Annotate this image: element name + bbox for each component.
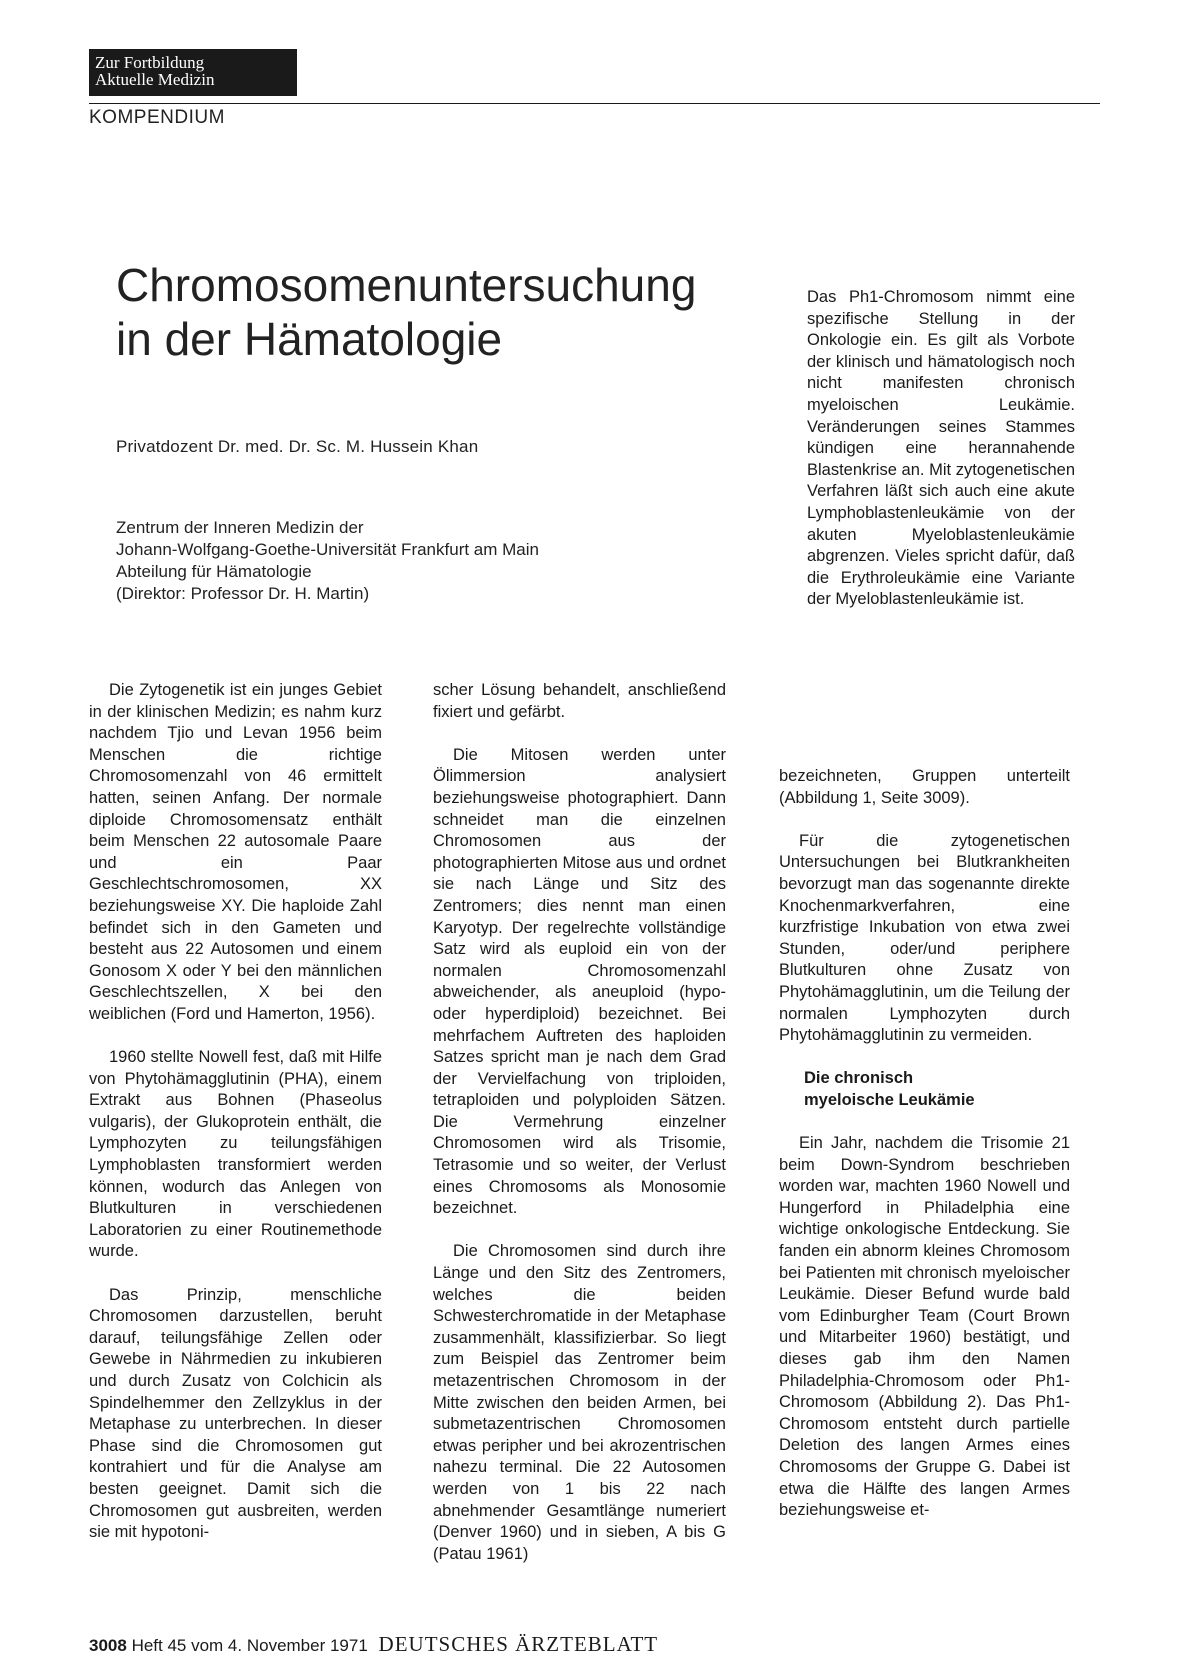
section-label: KOMPENDIUM: [89, 107, 225, 128]
paragraph: bezeichneten, Gruppen unterteilt (Abbildung 1, Seite 3009).: [779, 767, 1070, 807]
heading-line-1: Die chronisch: [804, 1069, 914, 1088]
paragraph: Die Chromosomen sind durch ihre Länge und den Sitz des Zentromers, welches die beiden Schwesterchromatide in der Metaphase zusammenhält, klassifizierbar. So liegt zum Beispiel das Zentromer beim metazentrischen Chromosom in der Mitte zwischen den beiden Armen, bei submetazentrischen Chromosomen etwas peripher und bei akrozentrischen nahezu terminal. Die 22 Autosomen werden von 1 bis 22 nach abnehmender Gesamtlänge numeriert (Denver 1960) und in sieben, A bis G (Patau 1961): [433, 1242, 726, 1563]
text-column-1: [89, 680, 382, 1565]
header-rule: [89, 103, 1100, 104]
affiliation-line: Zentrum der Inneren Medizin der: [116, 518, 364, 537]
page-number: 3008: [89, 1636, 127, 1655]
paragraph: 1960 stellte Nowell fest, daß mit Hilfe von Phytohämagglutinin (PHA), einem Extrakt aus Bohnen (Phaseolus vulgaris), der Glukoprotein enthält, die Lymphozyten zu teilungsfähigen Lymphoblasten transformiert werden können, wodurch das Anlegen von Blutkulturen in verschiedenen Laboratorien zu einer Routinemethode wurde.: [89, 1048, 382, 1261]
article-title: [116, 258, 716, 366]
journal-name: DEUTSCHES ÄRZTEBLATT: [378, 1632, 659, 1656]
summary-sidebar: [807, 287, 1075, 633]
paragraph: scher Lösung behandelt, anschließend fixiert und gefärbt.: [433, 681, 726, 721]
title-line-2: in der Hämatologie: [116, 313, 503, 365]
badge-line-1: Zur Fortbildung: [95, 53, 205, 72]
paragraph: Die Zytogenetik ist ein junges Gebiet in der klinischen Medizin; es nahm kurz nachdem Tjio und Levan 1956 beim Menschen die richtige Chromosomenzahl von 46 ermittelt hatten, seinen Anfang. Der normale diploide Chromosomensatz enthält beim Menschen 22 autosomale Paare und ein Paar Geschlechtschromosomen, XX beziehungsweise XY. Die haploide Zahl befindet sich in den Gameten und besteht aus 22 Autosomen und einem Gonosom X oder Y bei den männlichen Geschlechtszellen, X bei den weiblichen (Ford und Hamerton, 1956).: [89, 681, 382, 1023]
title-line-1: Chromosomenuntersuchung: [116, 259, 697, 311]
affiliation-line: Abteilung für Hämatologie: [116, 562, 312, 581]
page-footer: [89, 1632, 658, 1657]
issue-info: Heft 45 vom 4. November 1971: [131, 1636, 368, 1655]
section-heading: [779, 1068, 1070, 1111]
paragraph: Für die zytogenetischen Untersuchungen bei Blutkrankheiten bevorzugt man das sogenannte direkte Knochenmarkverfahren, eine kurzfristige Inkubation von etwa zwei Stunden, oder/und periphere Blutkulturen ohne Zusatz von Phytohämagglutinin, um die Teilung der normalen Lymphozyten durch Phytohämagglutinin zu vermeiden.: [779, 831, 1070, 1045]
department-badge: [89, 49, 297, 96]
badge-line-2: Aktuelle Medizin: [95, 70, 215, 89]
text-column-2: [433, 680, 726, 1587]
paragraph: Das Prinzip, menschliche Chromosomen darzustellen, beruht darauf, teilungsfähige Zellen oder Gewebe in Nährmedien zu inkubieren und durch Zusatz von Colchicin als Spindelhemmer den Zellzyklus in der Metaphase zu unterbrechen. In dieser Phase sind die Chromosomen gut kontrahiert und für die Analyse am besten geeignet. Damit sich die Chromosomen gut ausbreiten, werden sie mit hypotoni-: [89, 1285, 382, 1542]
text-column-3: [779, 766, 1070, 1543]
affiliation: [116, 517, 676, 605]
paragraph: Die Mitosen werden unter Ölimmersion analysiert beziehungsweise photographiert. Dann schneidet man die einzelnen Chromosomen aus der photographierten Mitose aus und ordnet sie nach Länge und Sitz des Zentromers; dies nennt man einen Karyotyp. Der regelrechte vollständige Satz wird als euploid ein von der normalen Chromosomenzahl abweichender, als aneuploid (hypo- oder hyperdiploid) bezeichnet. Bei mehrfachem Auftreten des haploiden Satzes spricht man je nach dem Grad der Vervielfachung von triploiden, tetraploiden und polyploiden Sätzen. Die Vermehrung einzelner Chromosomen wird als Trisomie, Tetrasomie und so weiter, der Verlust eines Chromosoms als Monosomie bezeichnet.: [433, 745, 726, 1218]
affiliation-line: (Direktor: Professor Dr. H. Martin): [116, 584, 370, 603]
affiliation-line: Johann-Wolfgang-Goethe-Universität Frankfurt am Main: [116, 540, 539, 559]
summary-text: Das Ph1-Chromosom nimmt eine spezifische Stellung in der Onkologie ein. Es gilt als Vorbote der klinisch und hämatologisch noch nicht manifesten chronisch myeloischen Leukämie. Veränderungen seines Stammes kündigen eine herannahende Blastenkrise an. Mit zytogenetischen Verfahren läßt sich auch eine akute Lymphoblastenleukämie von der akuten Myeloblastenleukämie abgrenzen. Vieles spricht dafür, daß die Erythroleukämie eine Variante der Myeloblastenleukämie ist.: [807, 288, 1075, 609]
author-line: Privatdozent Dr. med. Dr. Sc. M. Hussein Khan: [116, 437, 479, 456]
paragraph: Ein Jahr, nachdem die Trisomie 21 beim Down-Syndrom beschrieben worden war, machten 1960 Nowell und Hungerford in Philadelphia eine wichtige onkologische Entdeckung. Sie fanden ein abnorm kleines Chromosom bei Patienten mit chronisch myeloischer Leukämie. Dieser Befund wurde bald vom Edinburgher Team (Court Brown und Mitarbeiter 1960) bestätigt, und dieses gab ihm den Namen Philadelphia-Chromosom oder Ph1-Chromosom (Abbildung 2). Das Ph1-Chromosom entsteht durch partielle Deletion des langen Armes eines Chromosoms der Gruppe G. Dabei ist etwa die Hälfte des langen Armes beziehungsweise et-: [779, 1134, 1070, 1520]
heading-line-2: myeloische Leukämie: [804, 1090, 975, 1109]
